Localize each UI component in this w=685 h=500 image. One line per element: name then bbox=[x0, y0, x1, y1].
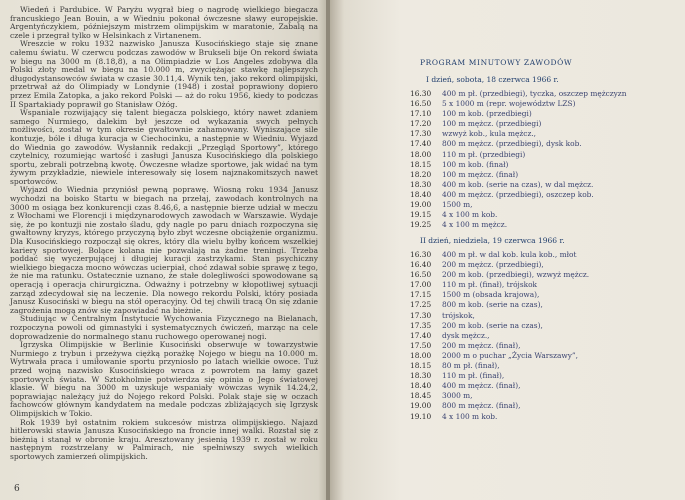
event-time: 18.00 bbox=[410, 149, 432, 159]
schedule-row bbox=[410, 180, 660, 190]
event-name: 4 x 100 m kob. bbox=[442, 411, 498, 421]
event-name: dysk mężcz., bbox=[442, 330, 490, 340]
program-title: PROGRAM MINUTOWY ZAWODÓW bbox=[420, 58, 573, 67]
schedule-row bbox=[410, 321, 660, 331]
day-2-schedule bbox=[410, 250, 660, 422]
event-time: 16.50 bbox=[410, 270, 432, 280]
event-time: 16.30 bbox=[410, 250, 432, 259]
schedule-row bbox=[410, 391, 660, 401]
event-time: 19.10 bbox=[410, 411, 432, 421]
event-time: 17.00 bbox=[410, 280, 432, 290]
right-page bbox=[330, 0, 685, 500]
event-name: 5 x 1000 m (repr. województw LZS) bbox=[442, 99, 576, 109]
schedule-row bbox=[410, 170, 660, 180]
schedule-row bbox=[410, 351, 660, 361]
event-name: 200 m mężcz. (przedbiegi), bbox=[442, 260, 544, 270]
event-time: 19.25 bbox=[410, 220, 432, 230]
event-name: 100 m mężcz. (finał) bbox=[442, 169, 519, 179]
schedule-row bbox=[410, 300, 660, 310]
event-time: 18.45 bbox=[410, 391, 432, 401]
article-paragraph: Igrzyska Olimpijskie w Berlinie Kusociński obserwuje w towarzystwie Nurmiego z trybun i przeżywa ciężką porażkę Nojego w biegu na 10.000 m. Wytrwała praca i umiłowanie sportu przyniosło po latach wielkie owoce. Tuż przed wojną nazwisko Kusocińskiego wraca z powrotem na łamy gazet sportowych świata. W Sztokholmie potwierdza się opinia o Jego światowej klasie. W biegu na 3000 m uzyskuje wspaniały wówczas wynik 14.24,2, poprawiając należący już do Nojego rekord Polski. Polak staje się w oczach fachowców głównym kandydatem na medale podczas zbliżających się Igrzysk Olimpijskich w Tokio. bbox=[10, 340, 318, 418]
schedule-row bbox=[410, 99, 660, 109]
schedule-row bbox=[410, 290, 660, 300]
event-time: 18.15 bbox=[410, 159, 432, 169]
event-time: 18.30 bbox=[410, 371, 432, 381]
event-name: 400 m pł. (przedbiegi), tyczka, oszczep mężczyzn bbox=[442, 89, 627, 98]
schedule-row bbox=[410, 381, 660, 391]
event-name: 3000 m, bbox=[442, 391, 473, 401]
event-time: 17.50 bbox=[410, 340, 432, 350]
day-1-schedule bbox=[410, 89, 660, 230]
event-name: 110 m pł. (finał), bbox=[442, 371, 505, 381]
article-paragraph: Wyjazd do Wiednia przyniósł pewną poprawę. Wiosną roku 1934 Janusz wychodzi na boisko Startu w biegach na przełaj, zawodach kontrolnych na 3000 m osiąga bez konkurencji czas 8.46,6, a następnie bierze udział w meczu z Włochami we Florencji i międzynarodowych zawodach w Warszawie. Wydaje się, że po kontuzji nie zostało śladu, gdy nagle po paru dniach rozpoczyna się gwałtowny kryzys, którego przyczyną było zbyt wczesne obciążenie organizmu. Dla Kusocińskiego rozpoczął się okres, który dla wielu byłby końcem wszelkiej kariery sportowej. Bolące kolana nie pozwalają na żadne treningi. Trzeba poddać się wyczerpującej i długiej kuracji zastrzykami. Stan psychiczny wielkiego biegacza mocno wówczas ucierpiał, choć zdawał sobie sprawę z tego, że nie ma ratunku. Ostatecznie uznano, że stałe dolegliwości spowodowane są operacją i operacja chirurgiczna. Odważny i potrzebny w kłopotliwej sytuacji zarząd zdecydował się na leczenie. Dla nowego rekordu Polski, który posiada Janusz Kusociński w biegu na stół operacyjny. Od tej chwili tracą On się zdanie zagrożenia mogą znów się zapowiadać na bieżnie. bbox=[10, 185, 318, 315]
article-text bbox=[10, 6, 318, 461]
event-name: 200 m kob. (serie na czas), bbox=[442, 320, 543, 330]
event-time: 18.30 bbox=[410, 179, 432, 189]
article-paragraph: Wiedeń i Pardubice. W Paryżu wygrał bieg o nagrodę wielkiego biegacza francuskiego Jean Bouin, a w Wiedniu pokonał ówczesne sławy europejskie. Argentyńczykiem, późniejszym mistrzem olimpijskim w maratonie, Zabalą na czele i przegrał tylko w Helsinkach z Virtanenem. bbox=[10, 5, 318, 40]
event-name: 800 m kob. (serie na czas), bbox=[442, 300, 543, 310]
event-name: 80 m pł. (finał), bbox=[442, 361, 500, 371]
event-name: trójskok, bbox=[442, 310, 475, 320]
event-time: 17.30 bbox=[410, 129, 432, 139]
event-name: 800 m mężcz. (finał), bbox=[442, 401, 521, 411]
event-name: 100 m mężcz. (przedbiegi) bbox=[442, 119, 542, 129]
article-paragraph: Rok 1939 był ostatnim rokiem sukcesów mistrza olimpijskiego. Najazd hitlerowski stawia Janusza Kusocińskiego na froncie innej walki. Rozstał się z bieżnią i stanął w obronie kraju. Aresztowany jesienią 1939 r. został w roku następnym rozstrzelany w Palmirach, nie spełniwszy swych wielkich sportowych zamierzeń olimpijskich. bbox=[10, 417, 318, 461]
event-time: 18.40 bbox=[410, 381, 432, 391]
day-1-heading: I dzień, sobota, 18 czerwca 1966 r. bbox=[426, 75, 559, 84]
schedule-row bbox=[410, 311, 660, 321]
schedule-row bbox=[410, 210, 660, 220]
event-name: 1500 m, bbox=[442, 200, 473, 210]
event-time: 17.40 bbox=[410, 139, 432, 149]
schedule-row bbox=[410, 260, 660, 270]
schedule-row bbox=[410, 412, 660, 422]
schedule-row bbox=[410, 371, 660, 381]
event-name: wzwyż kob., kula mężcz., bbox=[442, 129, 537, 139]
event-time: 16.40 bbox=[410, 260, 432, 270]
schedule-row bbox=[410, 220, 660, 230]
schedule-row bbox=[410, 89, 660, 99]
event-time: 17.30 bbox=[410, 310, 432, 320]
event-time: 17.10 bbox=[410, 109, 432, 119]
schedule-row bbox=[410, 200, 660, 210]
event-time: 19.15 bbox=[410, 210, 432, 220]
article-paragraph: Wreszcie w roku 1932 nazwisko Janusza Kusocińskiego staje się znane całemu światu. W czerwcu podczas zawodów w Brukseli bije On rekord świata w biegu na 3000 m (8.18,8), a na Olimpiadzie w Los Angeles zdobywa dla Polski złoty medal w biegu na 10.000 m, zwyciężając stawkę najlepszych długodystansowców świata w czasie 30.11,4. Wynik ten, jako rekord olimpijski, przetrwał aż do Olimpiady w Londynie (1948) i został poprawiony dopiero przez Emila Zatopka, a jako rekord Polski — aż do roku 1956, kiedy to podczas II Spartakiady poprawił go Stanisław Ożóg. bbox=[10, 39, 318, 109]
event-time: 16.50 bbox=[410, 99, 432, 109]
event-name: 800 m mężcz. (przedbiegi), dysk kob. bbox=[442, 139, 582, 149]
event-time: 16.30 bbox=[410, 89, 432, 98]
event-time: 18.40 bbox=[410, 189, 432, 199]
event-time: 18.15 bbox=[410, 361, 432, 371]
article-paragraph: Studiując w Centralnym Instytucie Wychowania Fizycznego na Bielanach, rozpoczyna powoli od gimnastyki i systematycznych ćwiczeń, marząc na cele doprowadzenie do normalnego stanu ruchowego operowanej nogi. bbox=[10, 314, 318, 341]
event-time: 17.15 bbox=[410, 290, 432, 300]
page-number: 6 bbox=[14, 484, 20, 494]
schedule-row bbox=[410, 150, 660, 160]
schedule-row bbox=[410, 129, 660, 139]
event-time: 17.25 bbox=[410, 300, 432, 310]
event-time: 19.00 bbox=[410, 200, 432, 210]
schedule-row bbox=[410, 341, 660, 351]
event-time: 18.00 bbox=[410, 350, 432, 360]
event-name: 100 m kob. (finał) bbox=[442, 159, 509, 169]
schedule-row bbox=[410, 270, 660, 280]
schedule-row bbox=[410, 160, 660, 170]
event-name: 400 m kob. (serie na czas), w dal mężcz. bbox=[442, 179, 594, 189]
event-name: 400 m mężcz. (przedbiegi), oszczep kob. bbox=[442, 189, 594, 199]
event-time: 19.00 bbox=[410, 401, 432, 411]
event-time: 17.20 bbox=[410, 119, 432, 129]
event-time: 17.40 bbox=[410, 330, 432, 340]
event-name: 100 m kob. (przedbiegi) bbox=[442, 109, 532, 119]
event-name: 1500 m (obsada krajowa), bbox=[442, 290, 540, 300]
event-name: 110 m pł. (przedbiegi) bbox=[442, 149, 526, 159]
schedule-row bbox=[410, 119, 660, 129]
event-time: 18.20 bbox=[410, 169, 432, 179]
event-name: 200 m kob. (przedbiegi), wzwyż mężcz. bbox=[442, 270, 590, 280]
left-page bbox=[0, 0, 328, 500]
schedule-row bbox=[410, 109, 660, 119]
event-name: 2000 m o puchar „Życia Warszawy”, bbox=[442, 350, 579, 360]
article-paragraph: Wspaniale rozwijający się talent biegacza polskiego, który nawet zdaniem samego Nurmiego, dalekim był jeszcze od wykazania swych pełnych możliwości, został w tym okresie gwałtownie zahamowany. Wyniszające sile kontuzje, bóle i długa kuracja w Ciechocinku, a następnie w Wiedniu. Wyjazd do Wiednia go zawodów. Wysłannik redakcji „Przegląd Sportowy”, którego czytelnicy, rozumiejąc wartość i zasługi Janusza Kusocińskiego dla polskiego sportu, zebrali potrzebną kwotę. Ówczesne władze sportowe, jak widać na tym żywym przykładzie, niewiele interesowały się losem najznakomitszych nawet sportowców. bbox=[10, 108, 318, 186]
schedule-row bbox=[410, 401, 660, 411]
event-time: 17.35 bbox=[410, 320, 432, 330]
event-name: 4 x 100 m kob. bbox=[442, 210, 498, 220]
schedule-row bbox=[410, 250, 660, 260]
event-name: 400 m mężcz. (finał), bbox=[442, 381, 521, 391]
schedule-row bbox=[410, 139, 660, 149]
schedule-row bbox=[410, 331, 660, 341]
event-name: 400 m pł. w dal kob. kula kob., młot bbox=[442, 250, 577, 259]
day-2-heading: II dzień, niedziela, 19 czerwca 1966 r. bbox=[420, 236, 565, 245]
schedule-row bbox=[410, 280, 660, 290]
schedule-row bbox=[410, 190, 660, 200]
event-name: 4 x 100 m mężcz. bbox=[442, 220, 508, 230]
event-name: 110 m pł. (finał), trójskok bbox=[442, 280, 538, 290]
schedule-row bbox=[410, 361, 660, 371]
event-name: 200 m mężcz. (finał), bbox=[442, 340, 521, 350]
